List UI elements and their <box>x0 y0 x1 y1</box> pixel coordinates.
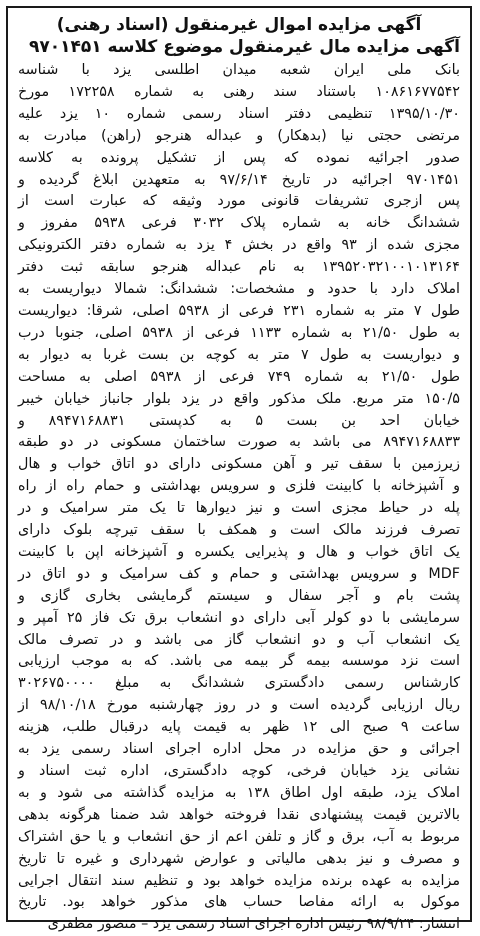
notice-line: بانک ملی ایران شعبه میدان اطلسی یزد با شناسه <box>18 62 460 78</box>
notice-line: مربوط به آب، برق و گاز و تلفن اعم از حق انشعاب و یا حق اشتراک <box>18 828 460 845</box>
notice-line: سرمایشی با دو کولر آبی دارای دو انشعاب برق تک فاز ۲۵ آمپر و <box>18 609 461 626</box>
notice-line: به طول ۲۱/۵۰ به شماره ۱۱۳۳ فرعی از ۵۹۳۸ اصلی، جنوبا درب <box>18 324 460 341</box>
notice-line: طول ۷ متر به شماره ۲۳۱ فرعی از ۵۹۳۸ اصلی، شرقا: دیواریست <box>18 302 461 319</box>
notice-line: مزایده به عهده برنده مزایده خواهد بود و تنظیم سند انتقال اجرایی <box>18 872 460 889</box>
notice-line: ساعت ۹ صبح الی ۱۲ ظهر به قیمت پایه درقبال طلب، هزینه <box>18 719 461 736</box>
notice-line: است نزد موسسه بیمه گر بیمه می باشد. که به موجب ارزیابی <box>18 653 460 670</box>
notice-line: ۱۳۹۵۲۰۳۲۱۰۰۱۰۱۳۱۶۴ به نام عبداله هنرجو سابقه ثبت دفتر <box>18 259 460 276</box>
notice-line: خیابان احد بن بست ۵ به کدپستی ۸۹۴۷۱۶۸۸۳۱ و <box>18 412 460 429</box>
notice-line: و مصرف و نیز بدهی مالیاتی و عوارض شهرداری و غیره تا تاریخ <box>18 850 460 867</box>
notice-line: پشت بام و آجر سفال و سیستم گرمایشی بخاری گازی و <box>18 587 460 604</box>
notice-line: و آشپزخانه با کابینت فلزی و سرویس بهداشتی و حمام راه از راه <box>18 478 460 495</box>
notice-line: و دیواریست به طول ۷ متر به کوچه بن بست غربا به دیوار به <box>18 346 460 363</box>
auction-notice <box>6 6 472 933</box>
notice-line: نشانی یزد خیابان فرخی، کوچه دادگستری، اداره ثبت اسناد و <box>18 763 460 779</box>
notice-line: ۱۳۹۵/۱۰/۳۰ تنظیمی دفتر اسناد رسمی شماره ۱۰ یزد علیه <box>18 105 460 122</box>
notice-line: MDF و سرویس بهداشتی و حمام و کف سرامیک و دو اتاق در <box>18 565 460 582</box>
notice-line: انتشار: ۹۸/۹/۲۴ رئیس اداره اجرای اسناد رسمی یزد – منصور مظفری <box>47 916 460 933</box>
notice-line: ۱۵۰/۵ متر مربع. ملک مذکور واقع در یزد بلوار جانباز خیابان خیبر <box>18 390 460 407</box>
notice-line: بالاترین قیمت پیشنهادی نقدا فروخته خواهد شد ضمنا هرگونه بدهی <box>18 806 460 823</box>
notice-line: موکول به ارائه مفاصا حساب های مذکور خواهد بود. تاریخ <box>18 894 460 911</box>
notice-line: ۱۰۸۶۱۶۷۷۵۴۲ باستناد سند رهنی به شماره ۱۷۲۲۵۸ مورخ <box>18 83 460 100</box>
notice-line: ریال ارزیابی گردیده است و در روز چهارشنبه مورخ ۹۸/۱۰/۱۸ از <box>18 697 460 714</box>
notice-line: مرتضی حجتی نیا (بدهکار) و عبداله هنرجو (راهن) مبادرت به <box>18 127 460 144</box>
notice-line: طول ۲۱/۵۰ به شماره ۷۴۹ فرعی از ۵۹۳۸ اصلی به مساحت <box>18 368 460 385</box>
notice-line: املاک یزد، طبقه اول اطاق ۱۳۸ به مزایده گذاشته می شود و به <box>18 784 460 801</box>
notice-title: آگهی مزایده اموال غیرمنقول (اسناد رهنی) <box>56 15 422 35</box>
notice-line: املاک دارد با حدود و مشخصات: ششدانگ: شمالا دیواریست به <box>18 281 460 298</box>
notice-line: صدور اجرائیه نموده که پس از تشکیل پرونده به کلاسه <box>18 149 460 166</box>
notice-line: پله در حیاط مجزی است و نیز دیوارها تا یک متر سرامیک و در <box>18 500 460 517</box>
notice-line: تصرف فرزند مالک است و همکف با سقف تیرچه بلوک دارای <box>18 522 460 539</box>
notice-line: ۹۷۰۱۴۵۱ اجرائیه در تاریخ ۹۷/۶/۱۴ به متعهدین ابلاغ گردیده و <box>18 171 460 188</box>
notice-line: مجزی شده از ۹۳ واقع در بخش ۴ یزد به شماره دفتر الکترونیکی <box>18 237 460 254</box>
notice-line: ششدانگ خانه به شماره پلاک ۳۰۳۲ فرعی ۵۹۳۸ مفروز و <box>18 215 460 232</box>
notice-line: زیرزمین با سقف تیر و آهن مسکونی دارای دو اتاق خواب و هال <box>18 456 460 473</box>
notice-line: اجرائی و حق مزایده در محل اداره اجرای اسناد رسمی یزد به <box>18 741 460 758</box>
notice-line: یک اتاق خواب و هال و پذیرایی یکسره و آشپزخانه اپن با کابینت <box>18 543 460 560</box>
notice-line: پس ازجری تشریفات قانونی مورد وثیقه که عبارت است از <box>18 193 460 210</box>
notice-subtitle: آگهی مزایده مال غیرمنقول موضوع کلاسه ۹۷۰۱۴۵۱ <box>28 37 460 57</box>
notice-line: ۸۹۴۷۱۶۸۸۳۳ می باشد به صورت ساختمان مسکونی در دو طبقه <box>18 434 460 451</box>
notice-line: یک انشعاب آب و دو انشعاب گاز می باشد و در تصرف مالک <box>18 631 460 648</box>
notice-line: کارشناس رسمی دادگستری ششدانگ به مبلغ ۳۰۲۶۷۵۰۰۰۰ <box>18 675 460 692</box>
notice-body <box>18 60 460 936</box>
